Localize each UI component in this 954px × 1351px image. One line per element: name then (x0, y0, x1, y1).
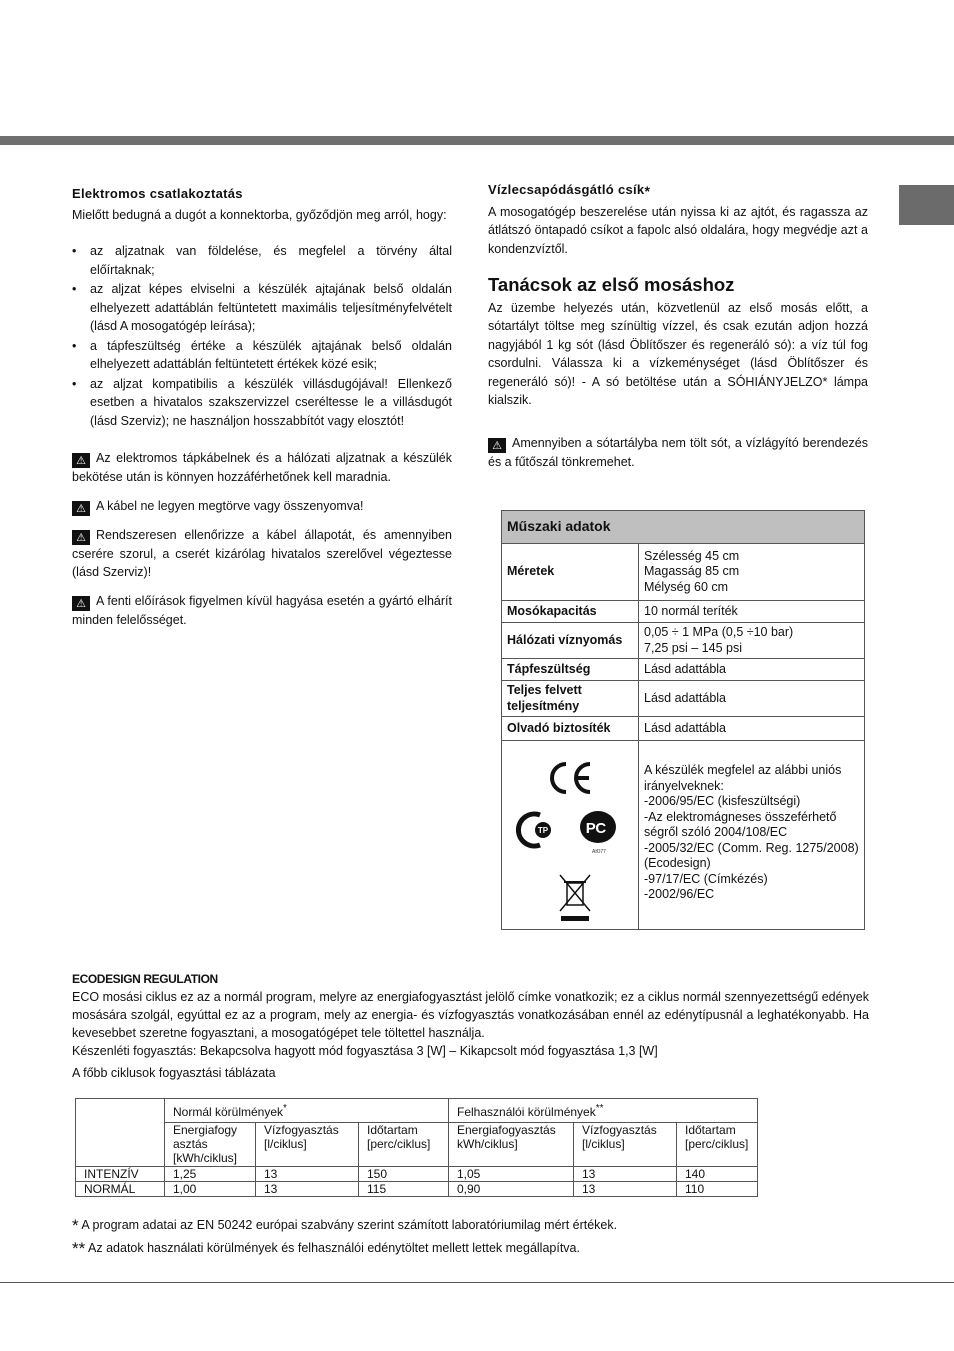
footnote (72, 1237, 872, 1260)
warning-text: Az elektromos tápkábelnek és a hálózati aljzatnak a készülék bekötése után is könnyen hozzáférhetőnek kell maradnia. (72, 451, 452, 484)
table-cell: 1,25 (165, 1167, 256, 1182)
column-header: Időtartam [perc/ciklus] (359, 1123, 449, 1167)
spec-value: Lásd adattábla (639, 659, 865, 681)
spec-value: Lásd adattábla (639, 681, 865, 717)
footnote-star: * (283, 1103, 287, 1114)
gost-mark-icon (514, 811, 556, 849)
spec-label: Mosókapacitás (502, 601, 639, 623)
column-header: Vízfogyasztás [l/ciklus] (574, 1123, 677, 1167)
section-tab (899, 185, 954, 225)
standby-consumption: Készenléti fogyasztás: Bekapcsolva hagyott mód fogyasztása 3 [W] – Kikapcsolt mód fogyasztása 1,3 [W] (72, 1044, 658, 1058)
left-column (72, 185, 452, 629)
electrical-title: Elektromos csatlakoztatás (72, 186, 243, 201)
warning-text: Rendszeresen ellenőrizze a kábel állapotát, és amennyiben cserére szorul, a cserét kizárólag hivatalos szerelővel végeztesse (lásd Szerviz)! (72, 527, 452, 579)
warning-triangle-icon: ⚠ (488, 438, 506, 453)
normal-conditions-label: Normál körülmények (173, 1105, 284, 1119)
spec-label: Méretek (502, 544, 639, 601)
cycle-consumption-table (75, 1098, 758, 1197)
svg-text:ТР: ТР (537, 826, 549, 835)
footnote-mark: ** (72, 1239, 86, 1258)
table-cell: 115 (359, 1182, 449, 1197)
footnote (72, 1214, 872, 1237)
warning-note (72, 449, 452, 487)
list-item: • az aljzatnak van földelése, és megfelel a törvény által előírtaknak; (72, 242, 452, 279)
certification-logos (502, 741, 639, 930)
table-row (76, 1167, 758, 1182)
electrical-checklist (72, 242, 452, 430)
first-wash-text: Az üzembe helyezés után, közvetlenül az első mosás előtt, a sótartályt töltse meg színültig vízzel, és csak ezután adjon hozzá nagyjából 1 kg sót (lásd Öblítőszer és regeneráló só): a víz túl fog csordulni. Válassza ki a vízkeménységet (lásd Öblítőszer és regeneráló só)! - A só betöltése után a SÓHIÁNYJELZO* lámpa kialszik. (488, 300, 868, 407)
salt-warning-text: Amennyiben a sótartályba nem tölt sót, a vízlágyító berendezés és a fűtőszál tönkremehet. (488, 435, 868, 469)
technical-data-title: Műszaki adatok (502, 511, 865, 544)
column-header: Energiafogyasztás kWh/ciklus] (449, 1123, 574, 1167)
warning-note (72, 592, 452, 630)
warning-text: A fenti előírások figyelmen kívül hagyása esetén a gyártó elhárít minden felelősséget. (72, 593, 452, 627)
list-item: • az aljzat kompatibilis a készülék villásdugójával! Ellenkező esetben a hivatalos szakszervizzel cseréltesse le a villásdugót (lásd Szerviz); ne használjon hosszabbítót vagy elosztót! (72, 375, 452, 431)
table-cell: 0,90 (449, 1182, 574, 1197)
empty-header-cell (76, 1099, 165, 1167)
warning-note (72, 497, 452, 516)
warning-triangle-icon: ⚠ (72, 530, 90, 545)
spec-value: Szélesség 45 cm Magasság 85 cm Mélység 60 cm (639, 544, 865, 601)
crossed-bin-icon (558, 873, 592, 923)
spec-value: 10 normál teríték (639, 601, 865, 623)
anti-condensation-title (488, 181, 868, 201)
spec-label: Teljes felvett teljesítmény (502, 681, 639, 717)
footnote-text: Az adatok használati körülmények és felhasználói edénytöltet mellett lettek megállapítva. (88, 1241, 580, 1255)
electrical-intro: Mielőtt bedugná a dugót a konnektorba, győződjön meg arról, hogy: (72, 207, 447, 222)
table-cell: 1,00 (165, 1182, 256, 1197)
table-cell: 150 (359, 1167, 449, 1182)
footnote-star: * (644, 183, 651, 199)
footnotes (72, 1214, 872, 1260)
footnote-text: A program adatai az EN 50242 európai szabvány szerint számított laboratóriumilag mért értékek. (81, 1218, 618, 1232)
ce-mark-icon (546, 759, 594, 797)
technical-data-table (501, 510, 865, 930)
svg-text:РС: РС (585, 820, 607, 837)
warning-triangle-icon: ⚠ (72, 596, 90, 611)
svg-text:АЮ77: АЮ77 (592, 849, 606, 855)
program-name: INTENZÍV (76, 1167, 165, 1182)
salt-warning (488, 434, 868, 472)
warning-triangle-icon: ⚠ (72, 501, 90, 516)
spec-label: Hálózati víznyomás (502, 623, 639, 659)
warning-triangle-icon: ⚠ (72, 453, 90, 468)
table-cell: 13 (574, 1182, 677, 1197)
anti-condensation-title-text: Vízlecsapódásgátló csík (488, 182, 645, 197)
table-cell: 13 (256, 1182, 359, 1197)
ecodesign-section (72, 970, 869, 1082)
table-cell: 140 (677, 1167, 758, 1182)
first-wash-title: Tanácsok az első mosáshoz (488, 274, 735, 295)
bottom-rule (0, 1282, 954, 1283)
anti-condensation-text: A mosogatógép beszerelése után nyissa ki az ajtót, és ragassza az átlátszó öntapadó csíkot a fapolc alsó oldalára, hogy megvédje azt a kondenzvíztől. (488, 204, 868, 256)
table-cell: 110 (677, 1182, 758, 1197)
spec-value: 0,05 ÷ 1 MPa (0,5 ÷10 bar) 7,25 psi – 145 psi (639, 623, 865, 659)
cycle-table-caption: A főbb ciklusok fogyasztási táblázata (72, 1066, 276, 1080)
warning-text: A kábel ne legyen megtörve vagy összenyomva! (96, 498, 364, 513)
column-header: Energiafogy asztás [kWh/ciklus] (165, 1123, 256, 1167)
list-item: • a tápfeszültség értéke a készülék ajtajának belső oldalán elhelyezett adattáblán feltüntetett értékek közé esik; (72, 337, 452, 374)
table-cell: 13 (574, 1167, 677, 1182)
user-conditions-label: Felhasználói körülmények (457, 1105, 596, 1119)
user-conditions-header (449, 1099, 758, 1123)
table-cell: 13 (256, 1167, 359, 1182)
top-rule (0, 136, 954, 145)
right-column (488, 181, 868, 471)
spec-value: Lásd adattábla (639, 717, 865, 741)
table-row (76, 1182, 758, 1197)
normal-conditions-header (165, 1099, 449, 1123)
spec-label: Olvadó biztosíték (502, 717, 639, 741)
program-name: NORMÁL (76, 1182, 165, 1197)
ecodesign-title: ECODESIGN REGULATION (72, 972, 218, 986)
warning-note (72, 526, 452, 582)
ecodesign-paragraph: ECO mosási ciklus ez az a normál program, melyre az energiafogyasztást jelölő címke vonatkozik; ez a ciklus normál szennyezettségű edények mosására szolgál, egyúttal ez az a program, mely az energia- és vízfogyasztás vonatkozásában ennél az edénytípusnál a leghatékonyabb. Ha kevesebbet szeretne fogyasztani, a mosogatógépet tele töltettel használja. (72, 990, 869, 1040)
pct-mark-icon (578, 809, 618, 855)
footnote-star: ** (595, 1103, 604, 1114)
table-cell: 1,05 (449, 1167, 574, 1182)
column-header: Vízfogyasztás [l/ciklus] (256, 1123, 359, 1167)
footnote-mark: * (72, 1216, 79, 1235)
spec-label: Tápfeszültség (502, 659, 639, 681)
compliance-text: A készülék megfelel az alábbi uniós irányelveknek: -2006/95/EC (kisfeszültségi) -Az elektromágneses összeférhető ségről szóló 2004/108/EC -2005/32/EC (Comm. Reg. 1275/2008) (Ecodesign) -97/17/EC (Címkézés) -2002/96/EC (639, 741, 865, 930)
list-item: • az aljzat képes elviselni a készülék ajtajának belső oldalán elhelyezett adattáblán feltüntetett maximális teljesítményfelvételt (lásd A mosogatógép leírása); (72, 280, 452, 336)
column-header: Időtartam [perc/ciklus] (677, 1123, 758, 1167)
